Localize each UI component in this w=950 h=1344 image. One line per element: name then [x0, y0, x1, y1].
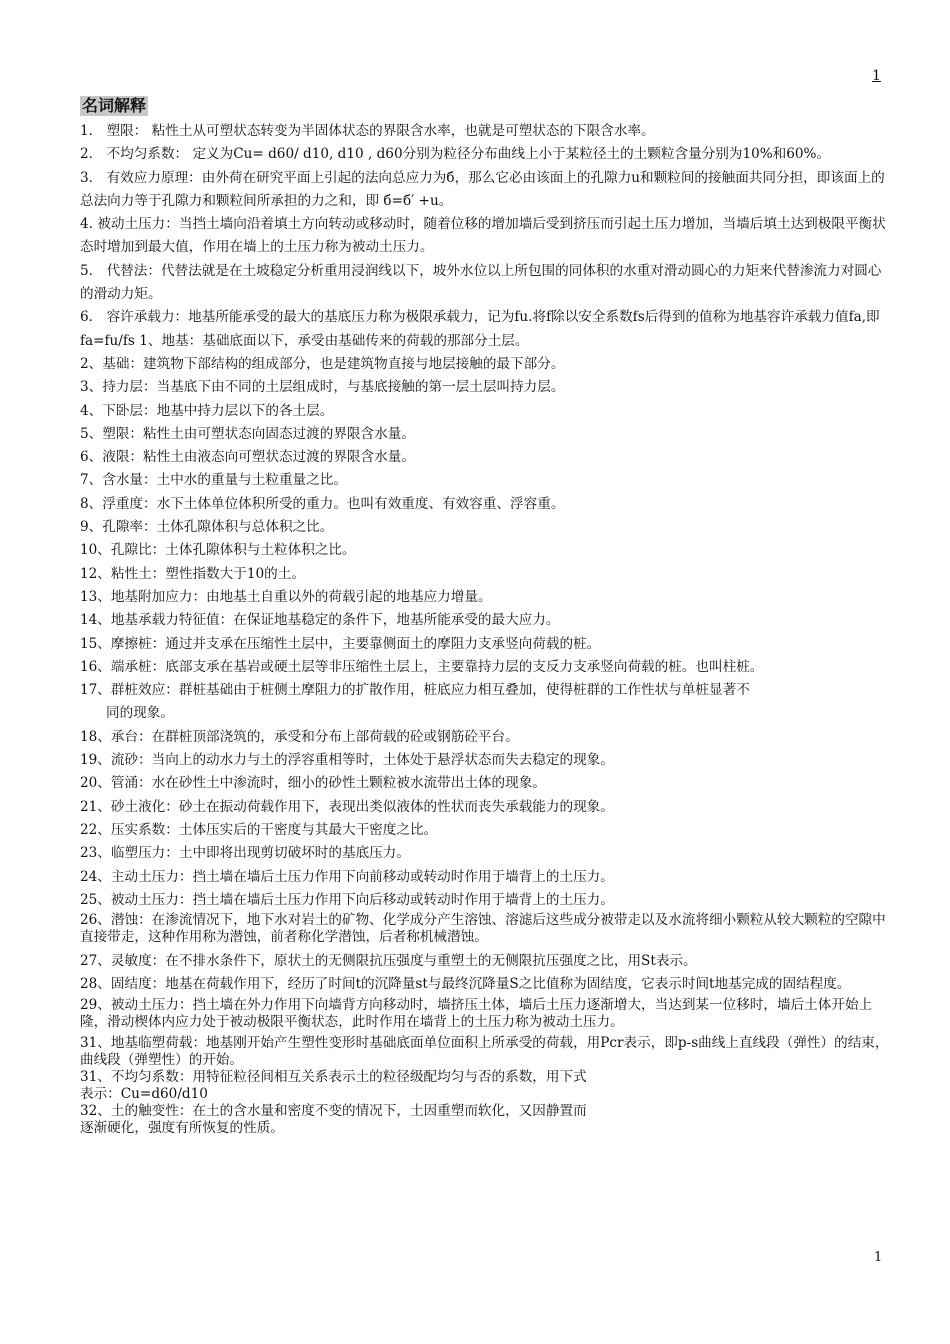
list-item: 32、土的触变性：在土的含水量和密度不变的情况下，土因重塑而软化，又因静置而 [80, 1102, 587, 1119]
list-item: 24、主动土压力：挡土墙在墙后土压力作用下向前移动或转动时作用于墙背上的土压力。 [80, 868, 614, 885]
list-item: 5、塑限：粘性土由可塑状态向固态过渡的界限含水量。 [80, 425, 415, 442]
list-item: 8、浮重度：水下土体单位体积所受的重力。也叫有效重度、有效容重、浮容重。 [80, 495, 565, 512]
list-item: 18、承台：在群桩顶部浇筑的，承受和分布上部荷载的砼或钢筋砼平台。 [80, 728, 519, 745]
list-item: 2、基础：建筑物下部结构的组成部分，也是建筑物直接与地层接触的最下部分。 [80, 355, 565, 372]
list-item: 23、临塑压力：土中即将出现剪切破坏时的基底压力。 [80, 845, 410, 862]
list-item-continuation: 表示：Cu=d60/d10 [80, 1085, 208, 1102]
list-item: 22、压实系数：土体压实后的干密度与其最大干密度之比。 [80, 821, 438, 838]
page-number-bottom: 1 [874, 1250, 883, 1265]
document-body [80, 120, 890, 1137]
list-item: 28、固结度：地基在荷载作用下，经历了时间t的沉降量st与最终沉降量S之比值称为固结度，它表示时间t地基完成的固结程度。 [80, 976, 851, 993]
list-item: 5． 代替法：代替法就是在土坡稳定分析重用浸润线以下，坡外水位以上所包围的同体积的水重对滑动圆心的力矩来代替渗流力对圆心的滑动力矩。 [80, 262, 882, 303]
list-item: 14、地基承载力特征值：在保证地基稳定的条件下，地基所能承受的最大应力。 [80, 612, 560, 629]
list-item: 16、端承桩：底部支承在基岩或硬土层等非压缩性土层上，主要靠持力层的支反力支承竖向荷载的桩。也叫柱桩。 [80, 658, 764, 675]
list-item: 3、持力层：当基底下由不同的土层组成时，与基底接触的第一层土层叫持力层。 [80, 379, 565, 396]
list-item: 29、被动土压力：挡土墙在外力作用下向墙背方向移动时，墙挤压土体，墙后土压力逐渐增大，当达到某一位移时，墙后土体开始上隆，滑动楔体内应力处于被动极限平衡状态，此时作用在墙背上的土压力称为被动土压力。 [80, 996, 873, 1030]
list-item: 7、含水量：土中水的重量与土粒重量之比。 [80, 472, 347, 489]
list-item: 4、下卧层：地基中持力层以下的各土层。 [80, 402, 334, 419]
list-item: 25、被动土压力：挡土墙在墙后土压力作用下向后移动或转动时作用于墙背上的土压力。 [80, 891, 614, 908]
list-item: 1． 塑限： 粘性土从可塑状态转变为半固体状态的界限含水率，也就是可塑状态的下限含水率。 [80, 123, 655, 139]
list-item: 10、孔隙比：土体孔隙体积与土粒体积之比。 [80, 542, 356, 559]
page-number-top: 1 [872, 68, 881, 84]
list-item: 13、地基附加应力：由地基土自重以外的荷载引起的地基应力增量。 [80, 588, 492, 605]
list-item: 17、群桩效应：群桩基础由于桩侧土摩阻力的扩散作用，桩底应力相互叠加，使得桩群的工作性状与单桩显著不 [80, 682, 750, 699]
list-item: 19、流砂：当向上的动水力与土的浮容重相等时，土体处于悬浮状态而失去稳定的现象。 [80, 752, 614, 769]
list-item: 31、地基临塑荷载：地基刚开始产生塑性变形时基础底面单位面积上所承受的荷载，用Pcr表示，即p-s曲线上直线段（弹性）的结束，曲线段（弹塑性）的开始。 [80, 1034, 889, 1068]
list-item: 2． 不均匀系数： 定义为Cu= d60/ d10, d10 , d60分别为粒径分布曲线上小于某粒径土的土颗粒含量分别为10%和60%。 [80, 146, 831, 163]
list-item: 27、灵敏度：在不排水条件下，原状土的无侧限抗压强度与重塑土的无侧限抗压强度之比，用St表示。 [80, 953, 697, 970]
list-item-continuation: 同的现象。 [106, 705, 174, 722]
list-item-continuation: 逐渐硬化，强度有所恢复的性质。 [80, 1119, 284, 1136]
list-item: 12、粘性土：塑性指数大于10的土。 [80, 565, 305, 582]
list-item: 15、摩擦桩：通过并支承在压缩性土层中，主要靠侧面土的摩阻力支承竖向荷载的桩。 [80, 635, 601, 652]
list-item: 26、潜蚀：在渗流情况下，地下水对岩土的矿物、化学成分产生溶蚀、溶滤后这些成分被带走以及水流将细小颗粒从较大颗粒的空隙中直接带走，这种作用称为潜蚀，前者称化学潜蚀，后者称机械潜蚀。 [80, 912, 886, 946]
list-item: 21、砂土液化：砂土在振动荷载作用下，表现出类似液体的性状而丧失承载能力的现象。 [80, 798, 614, 815]
list-item: 3． 有效应力原理：由外荷在研究平面上引起的法向总应力为б，那么它必由该面上的孔隙力u和颗粒间的接触面共同分担，即该面上的总法向力等于孔隙力和颗粒间所承担的力之和，即 б=б′ +u。 [80, 169, 885, 209]
list-item: 9、孔隙率：土体孔隙体积与总体积之比。 [80, 519, 334, 536]
list-item: 20、管涌：水在砂性土中渗流时，细小的砂性土颗粒被水流带出土体的现象。 [80, 775, 546, 792]
list-item: 6． 容许承载力：地基所能承受的最大的基底压力称为极限承载力，记为fu.将f除以安全系数fs后得到的值称为地基容许承载力值fa,即fa=fu/fs 1、地基：基础底面以下，承受由基础传来的荷载的那部分土层。 [80, 309, 880, 349]
list-item: 6、液限：粘性土由液态向可塑状态过渡的界限含水量。 [80, 449, 415, 466]
section-title: 名词解释 [82, 96, 147, 115]
list-item: 31、不均匀系数：用特征粒径间相互关系表示土的粒径级配均匀与否的系数，用下式 [80, 1068, 587, 1085]
list-item: 4. 被动土压力：当挡土墙向沿着填土方向转动或移动时，随着位移的增加墙后受到挤压而引起土压力增加，当墙后填土达到极限平衡状态时增加到最大值，作用在墙上的土压力称为被动土压力。 [80, 216, 886, 256]
